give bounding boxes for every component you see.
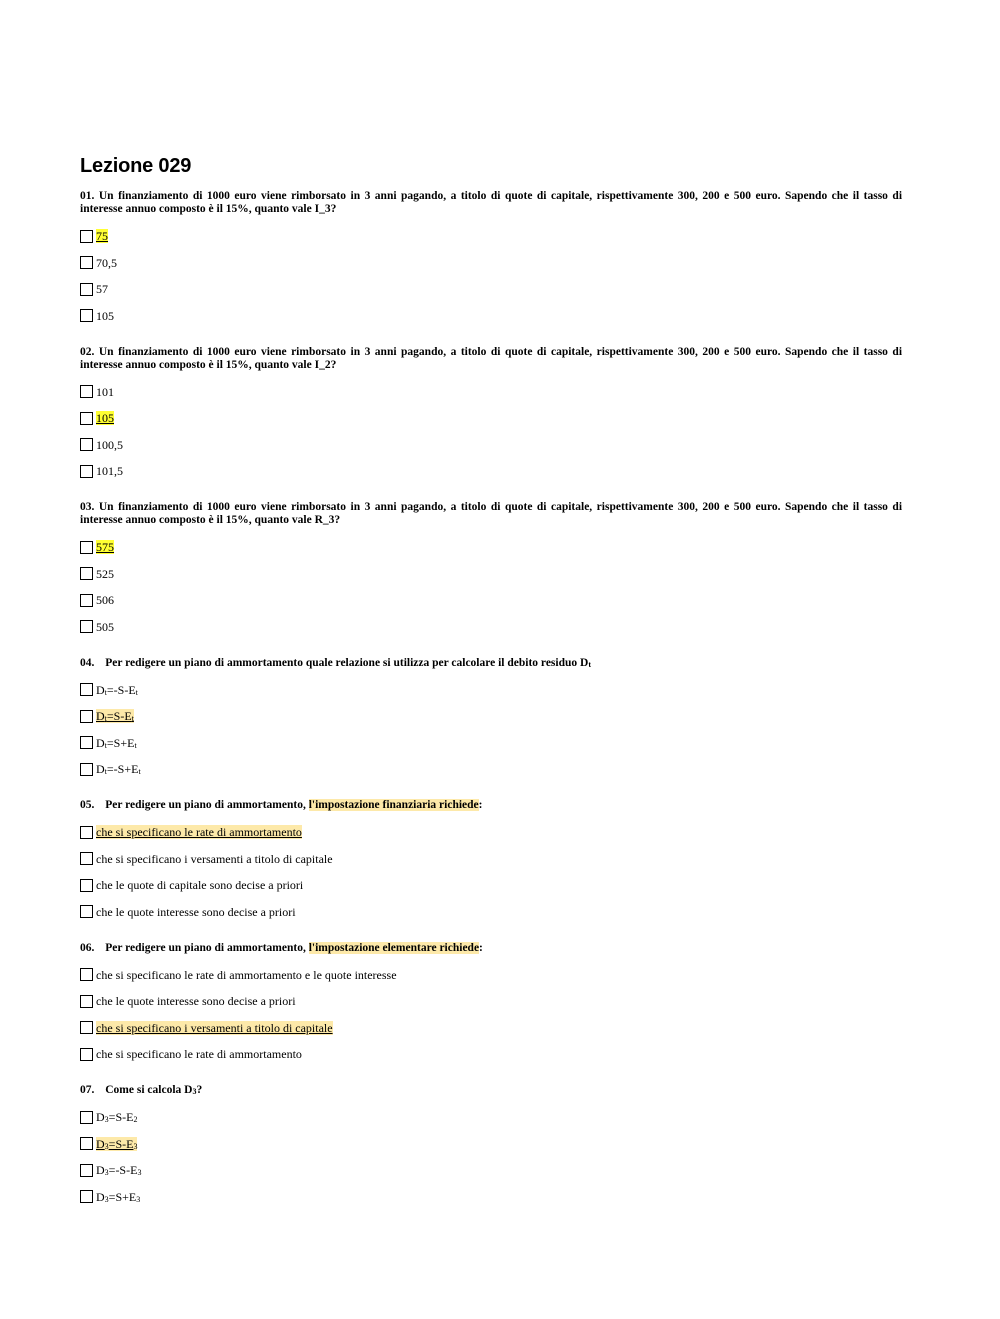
checkbox[interactable] [80,465,93,478]
option-label: $D_3=S+E_3$ [96,1189,141,1204]
option-label: che le quote di capitale sono decise a priori [96,878,304,892]
page-title: Lezione 029 [80,155,192,177]
answer-option[interactable] [80,437,902,453]
question-03 [80,501,902,635]
option-label: 505 [96,619,114,634]
option-label: $D_3=S-E_2$ [96,1110,138,1124]
option-label: 105 [96,411,114,425]
checkbox[interactable] [80,1137,93,1150]
checkbox[interactable] [80,385,93,398]
checkbox[interactable] [80,683,93,696]
checkbox[interactable] [80,283,93,296]
checkbox[interactable] [80,438,93,451]
checkbox[interactable] [80,567,93,580]
checkbox[interactable] [80,736,93,749]
answer-option[interactable] [80,824,902,840]
checkbox[interactable] [80,879,93,892]
checkbox[interactable] [80,1164,93,1177]
checkbox[interactable] [80,905,93,918]
answer-option[interactable] [80,761,902,777]
checkbox[interactable] [80,256,93,269]
checkbox[interactable] [80,826,93,839]
option-label: che si specificano i versamenti a titolo di capitale [96,851,333,866]
question-02 [80,346,902,480]
question-05 [80,799,902,920]
answer-option[interactable] [80,384,902,400]
answer-option[interactable] [80,566,902,582]
answer-option[interactable] [80,851,902,867]
checkbox[interactable] [80,309,93,322]
option-label: $D_3=S-E_3$ [96,1136,138,1151]
option-label: $D_3=-S-E_3$ [96,1163,142,1177]
checkbox[interactable] [80,620,93,633]
option-label: che si specificano le rate di ammortamento [96,825,302,839]
option-label: 75 [96,229,108,243]
answer-option[interactable] [80,708,902,724]
answer-option[interactable] [80,281,902,297]
answer-option[interactable] [80,993,902,1009]
option-label: che le quote interesse sono decise a priori [96,904,296,919]
question-text: 05. Per redigere un piano di ammortamento, l'impostazione finanziaria richiede: [80,799,483,811]
question-04 [80,657,902,778]
checkbox[interactable] [80,594,93,607]
checkbox[interactable] [80,710,93,723]
checkbox[interactable] [80,852,93,865]
answer-option[interactable] [80,228,902,244]
answer-option[interactable] [80,539,902,555]
answer-option[interactable] [80,735,902,751]
answer-option[interactable] [80,877,902,893]
question-06 [80,942,902,1063]
option-label: 105 [96,308,114,323]
option-label: $D_t=S-E_t$ [96,709,134,723]
checkbox[interactable] [80,1021,93,1034]
answer-option[interactable] [80,410,902,426]
option-label: 57 [96,282,108,296]
answer-option[interactable] [80,619,902,635]
answer-option[interactable] [80,1109,902,1125]
question-01 [80,190,902,324]
checkbox[interactable] [80,541,93,554]
option-label: $D_t=S+E_t$ [96,735,137,750]
checkbox[interactable] [80,1048,93,1061]
option-label: 525 [96,566,114,581]
answer-option[interactable] [80,682,902,698]
option-label: $D_t=-S-E_t$ [96,682,138,697]
checkbox[interactable] [80,412,93,425]
option-label: $D_t=-S+E_t$ [96,762,141,776]
option-label: 100,5 [96,437,123,452]
checkbox[interactable] [80,995,93,1008]
answer-option[interactable] [80,1020,902,1036]
question-07 [80,1084,902,1205]
answer-option[interactable] [80,1162,902,1178]
checkbox[interactable] [80,1111,93,1124]
answer-option[interactable] [80,463,902,479]
option-label: che le quote interesse sono decise a priori [96,994,296,1008]
question-text: 04. Per redigere un piano di ammortamento quale relazione si utilizza per calcolare il debito residuo $D_t$ [80,656,591,669]
answer-option[interactable] [80,308,902,324]
document-page [80,155,902,1227]
option-label: 101,5 [96,464,123,478]
answer-option[interactable] [80,1046,902,1062]
question-text: 03. Un finanziamento di 1000 euro viene rimborsato in 3 anni pagando, a titolo di quote di capitale, rispettivamente 300, 200 e 500 euro. Sapendo che il tasso di interesse annuo composto è il 15%, quanto vale R_3? [80,501,903,526]
answer-option[interactable] [80,1189,902,1205]
question-text: 06. Per redigere un piano di ammortamento, l'impostazione elementare richiede: [80,941,483,954]
answer-option[interactable] [80,967,902,983]
answer-option[interactable] [80,1136,902,1152]
answer-option[interactable] [80,255,902,271]
checkbox[interactable] [80,230,93,243]
option-label: 506 [96,593,114,607]
option-label: 70,5 [96,255,117,270]
option-label: 101 [96,384,114,399]
answer-option[interactable] [80,904,902,920]
checkbox[interactable] [80,968,93,981]
checkbox[interactable] [80,763,93,776]
option-label: che si specificano i versamenti a titolo di capitale [96,1020,333,1035]
option-label: che si specificano le rate di ammortamento e le quote interesse [96,967,397,982]
option-label: 575 [96,540,114,554]
answer-option[interactable] [80,592,902,608]
checkbox[interactable] [80,1190,93,1203]
question-text: 02. Un finanziamento di 1000 euro viene rimborsato in 3 anni pagando, a titolo di quote di capitale, rispettivamente 300, 200 e 500 euro. Sapendo che il tasso di interesse annuo composto è il 15%, quanto vale I_2? [80,345,903,371]
question-text: 01. Un finanziamento di 1000 euro viene rimborsato in 3 anni pagando, a titolo di quote di capitale, rispettivamente 300, 200 e 500 euro. Sapendo che il tasso di interesse annuo composto è il 15%, quanto vale I_3? [80,190,903,215]
question-text: 07. Come si calcola $D_3$? [80,1084,203,1096]
option-label: che si specificano le rate di ammortamento [96,1047,302,1061]
